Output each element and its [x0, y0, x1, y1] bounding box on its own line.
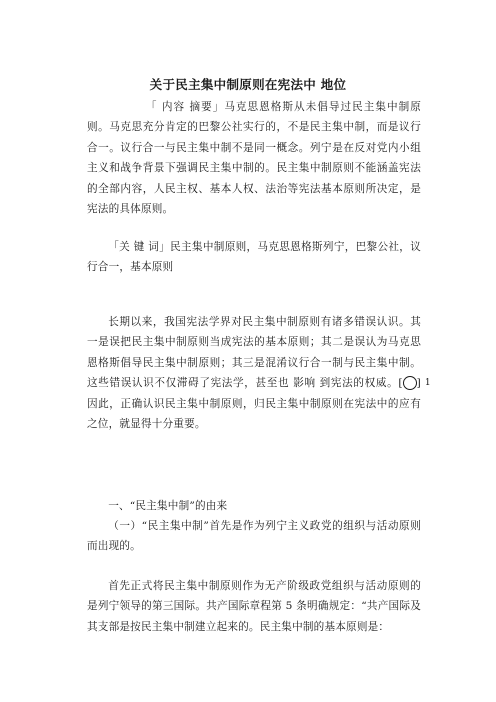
paragraph-2-text: 首先正式将民主集中制原则作为无产阶级政党组织与活动原则的是列宁领导的第三国际。共产国际章程第 5 条明确规定：“共产国际及其支部是按民主集中制建立起来的。民主集中制的基本原则是： [87, 580, 421, 633]
footnote-marker[interactable]: 1 [403, 376, 417, 390]
body-paragraph-2 [87, 576, 421, 637]
document-title: 关于民主集中制原则在宪法中 地位 [149, 77, 347, 92]
keywords-text: 「关 键 词」民主集中制原则，马克思恩格斯列宁，巴黎公社，议行合一，基本原则 [87, 241, 421, 274]
section-heading: 一、“民主集中制”的由来 [108, 500, 228, 512]
paragraph-1-continuation: ] 因此，正确认识民主集中制原则，归民主集中制原则在宪法中的应有之位，就显得十分重要。 [87, 377, 421, 431]
abstract-paragraph [87, 97, 421, 219]
keywords-paragraph [87, 237, 421, 278]
body-paragraph-1 [87, 312, 431, 434]
paragraph-1-text: 长期以来，我国宪法学界对民主集中制原则有诸多错误认识。其一是误把民主集中制原则当成宪法的基本原则；其二是误认为马克思恩格斯倡导民主集中制原则；其三是混淆议行合一制与民主集中制。这些错误认识不仅滞碍了宪法学，甚至也 影响 到宪法的权威。[ [87, 316, 421, 390]
abstract-text: 「 内容 摘要」马克思恩格斯从未倡导过民主集中制原则。马克思充分肯定的巴黎公社实行的，不是民主集中制，而是议行合一。议行合一与民主集中制不是同一概念。列宁是在反对党内小组主义和战争背景下强调民主集中制的。民主集中制原则不能涵盖宪法的全部内容，人民主权、基本人权、法治等宪法基本原则所决定，是宪法的具体原则。 [87, 101, 421, 216]
subsection-heading: （一）“民主集中制”首先是作为列宁主义政党的组织与活动原则而出现的。 [87, 520, 421, 553]
